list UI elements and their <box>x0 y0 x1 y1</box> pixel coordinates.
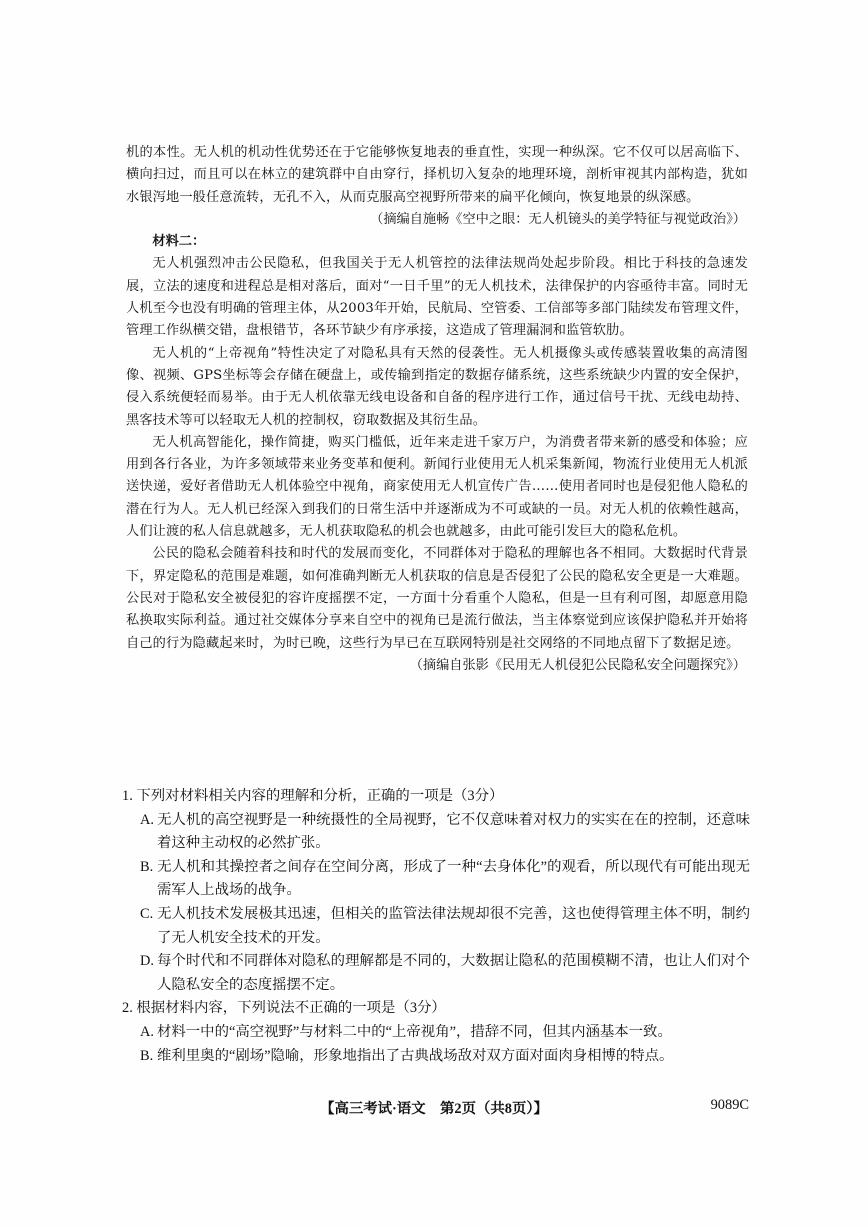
option-c <box>122 903 750 950</box>
option-text: 无人机和其操控者之间存在空间分离，形成了一种“去身体化”的观看，所以现代有可能出现无需军人上战场的战争。 <box>157 858 750 899</box>
material2-source: （摘编自张影《民用无人机侵犯公民隐私安全问题探究》） <box>409 657 746 673</box>
material2-paragraph: 无人机的“上帝视角”特性决定了对隐私具有天然的侵袭性。无人机摄像头或传感装置收集的高清图像、视频、GPS坐标等会存储在硬盘上，或传输到指定的数据存储系统，这些系统缺少内置的安全保护，侵入系统便轻而易举。由于无人机依靠无线电设备和自备的程序进行工作，通过信号干扰、无线电劫持、黑客技术等可以轻取无人机的控制权，窃取数据及其衍生品。 <box>126 345 748 428</box>
page-footer <box>0 1097 868 1121</box>
footer-title: 【高三考试·语文 第2页（共8页）】 <box>320 1101 548 1117</box>
material2-paragraph: 无人机高智能化，操作简捷，购买门槛低，近年来走进千家万户，为消费者带来新的感受和体验；应用到各行各业，为许多领域带来业务变革和便利。新闻行业使用无人机采集新闻，物流行业使用无人机派送快递，爱好者借助无人机体验空中视角，商家使用无人机宣传广告……使用者同时也是侵犯他人隐私的潜在行为人。无人机已经深入到我们的日常生活中并逐渐成为不可或缺的一员。对无人机的依赖性越高，人们让渡的私人信息就越多，无人机获取隐私的机会也就越多，由此可能引发巨大的隐私危机。 <box>126 434 748 540</box>
paper-code: 9089C <box>710 1097 749 1113</box>
questions-section <box>122 785 750 1068</box>
option-d <box>122 950 750 997</box>
material2-heading: 材料二： <box>152 234 206 250</box>
option-letter: A. <box>140 811 154 828</box>
option-text: 无人机的高空视野是一种统摄性的全局视野，它不仅意味着对权力的实实在在的控制，还意味着这种主动权的必然扩张。 <box>157 811 750 852</box>
question-2 <box>122 997 750 1068</box>
option-letter: A. <box>140 1023 154 1040</box>
option-letter: B. <box>140 858 154 875</box>
option-text: 维利里奥的“剧场”隐喻，形象地指出了古典战场敌对双方面对面肉身相博的特点。 <box>157 1047 674 1064</box>
option-a <box>122 1021 750 1045</box>
material1-source: （摘编自施畅《空中之眼：无人机镜头的美学特征与视觉政治》） <box>370 211 746 227</box>
option-letter: B. <box>140 1047 154 1064</box>
question-1 <box>122 785 750 997</box>
question-stem: 1. 下列对材料相关内容的理解和分析，正确的一项是（3分） <box>122 788 504 804</box>
option-letter: C. <box>140 905 154 922</box>
reading-material <box>126 142 748 677</box>
option-b <box>122 1045 750 1069</box>
option-text: 无人机技术发展极其迅速，但相关的监管法律法规却很不完善，这也使得管理主体不明，制约了无人机安全技术的开发。 <box>157 905 750 946</box>
option-text: 每个时代和不同群体对隐私的理解都是不同的，大数据让隐私的范围模糊不清，也让人们对个人隐私安全的态度摇摆不定。 <box>157 953 750 993</box>
material2-paragraph: 无人机强烈冲击公民隐私，但我国关于无人机管控的法律法规尚处起步阶段。相比于科技的急速发展，立法的速度和进程总是相对落后，面对“一日千里”的无人机技术，法律保护的内容亟待丰富。同时无人机至今也没有明确的管理主体，从2003年开始，民航局、空管委、工信部等多部门陆续发布管理文件，管理工作纵横交错，盘根错节，各环节缺少有序承接，这造成了管理漏洞和监管软肋。 <box>126 256 748 339</box>
option-a <box>122 809 750 856</box>
option-text: 材料一中的“高空视野”与材料二中的“上帝视角”，措辞不同，但其内涵基本一致。 <box>157 1023 672 1040</box>
option-b <box>122 856 750 903</box>
option-letter: D. <box>140 953 154 970</box>
material2-paragraph: 公民的隐私会随着科技和时代的发展而变化，不同群体对于隐私的理解也各不相同。大数据时代背景下，界定隐私的范围是难题，如何准确判断无人机获取的信息是否侵犯了公民的隐私安全更是一大难题。公民对于隐私安全被侵犯的容许度摇摆不定，一方面十分看重个人隐私，但是一旦有利可图，却愿意用隐私换取实际利益。通过社交媒体分享来自空中的视角已是流行做法，当主体察觉到应该保护隐私并开始将自己的行为隐藏起来时，为时已晚，这些行为早已在互联网特别是社交网络的不同地点留下了数据足迹。 <box>126 546 748 651</box>
question-stem: 2. 根据材料内容，下列说法不正确的一项是（3分） <box>122 1000 446 1017</box>
material1-tail-paragraph: 机的本性。无人机的机动性优势还在于它能够恢复地表的垂直性，实现一种纵深。它不仅可以居高临下、横向扫过，而且可以在林立的建筑群中自由穿行，择机切入复杂的地理环境，剖析审视其内部构造，犹如水银泻地一般任意流转，无孔不入，从而克服高空视野所带来的扁平化倾向，恢复地景的纵深感。 <box>126 145 748 205</box>
